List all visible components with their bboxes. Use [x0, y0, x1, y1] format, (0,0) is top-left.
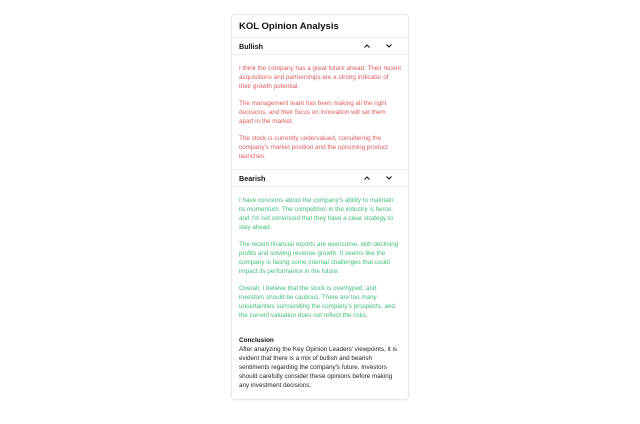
- bearish-section-label: Bearish: [239, 173, 266, 183]
- bearish-opinion: The recent financial reports are worrisome, with declining profits and slowing revenue growth. It seems like the company is facing some internal challenges that could impact its performance in the future.: [239, 241, 399, 275]
- bullish-opinion: The stock is currently undervalued, considering the company's market position and the upcoming product launches.: [239, 135, 388, 160]
- bullish-section-body: [232, 55, 408, 161]
- bullish-opinion: I think the company has a great future ahead. Their recent acquisitions and partnerships are a strong indicator of their growth potential.: [239, 65, 401, 90]
- bearish-opinion: Overall, I believe that the stock is overhyped, and investors should be cautious. There are too many uncertainties surrounding the company's prospects, and the current valuation does not reflect the risks.: [239, 285, 395, 319]
- chevron-up-icon[interactable]: [363, 42, 371, 50]
- bearish-section-header: [232, 169, 408, 187]
- card-title: KOL Opinion Analysis: [239, 21, 339, 32]
- kol-opinion-card: [231, 14, 409, 400]
- bearish-section-body: [232, 187, 408, 320]
- bullish-section-label: Bullish: [239, 41, 263, 51]
- chevron-down-icon[interactable]: [385, 42, 393, 50]
- conclusion-title: Conclusion: [239, 337, 274, 344]
- chevron-down-icon[interactable]: [385, 174, 393, 182]
- bullish-section-header: [232, 37, 408, 55]
- conclusion-text: After analyzing the Key Opinion Leaders' viewpoints, it is evident that there is a mix of bullish and bearish sentiments regarding the company's future. Investors should carefully consider these opinions before making any investment decisions.: [239, 346, 398, 389]
- conclusion-section: [232, 328, 408, 399]
- bullish-opinion: The management team has been making all the right decisions, and their focus on innovation will set them apart in the market.: [239, 100, 387, 125]
- bearish-opinion: I have concerns about the company's ability to maintain its momentum. The competition in the industry is fierce, and I'm not convinced that they have a clear strategy to stay ahead.: [239, 197, 394, 231]
- chevron-up-icon[interactable]: [363, 174, 371, 182]
